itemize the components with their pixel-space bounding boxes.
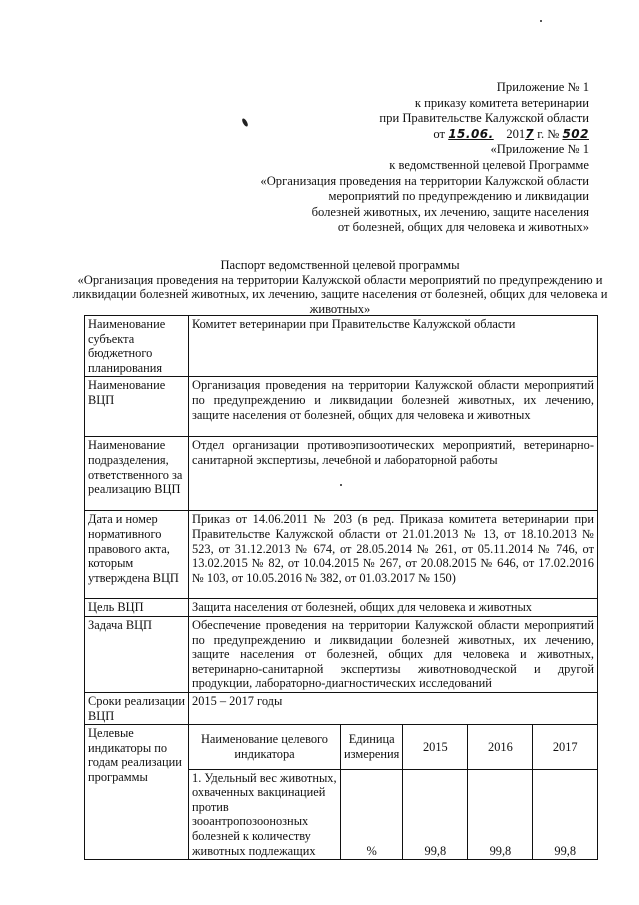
row-value: Приказ от 14.06.2011 № 203 (в ред. Приказа комитета ветеринарии при Правительстве Калужской области от 21.01.2013 № 13, от 18.10.2013 № 523, от 31.12.2013 № 674, от 28.05.2014 № 261, от 05.11.2014 № 746, от 13.02.2015 № 82, от 10.04.2015 № 267, от 20.08.2015 № 646, от 17.02.2016 № 103, от 10.05.2016 № 382, от 01.03.2017 № 150) — [189, 511, 598, 599]
indicator-unit: % — [341, 769, 403, 859]
table-row — [85, 616, 598, 692]
row-label: Наименование ВЦП — [85, 377, 189, 437]
header-line: болезней животных, их лечению, защите населения — [311, 204, 589, 219]
row-value: Комитет ветеринарии при Правительстве Калужской области — [189, 316, 598, 377]
row-value: Организация проведения на территории Калужской области мероприятий по предупреждению и ликвидации болезней животных, их лечению, защите населения от болезней, общих для человека и животных — [189, 377, 598, 437]
handwritten-date: 15.06. — [448, 126, 494, 141]
order-date-line — [260, 127, 589, 143]
indicators-table — [189, 725, 597, 859]
scan-speck — [540, 20, 542, 22]
row-value: Отдел организации противоэпизоотических мероприятий, ветеринарно-санитарной экспертизы, лечебной и лабораторной работы — [189, 437, 598, 511]
table-row — [85, 692, 598, 724]
header-year: 2017 — [533, 725, 597, 769]
indicator-name: 1. Удельный вес животных, охваченных вакцинацией против зооантропозоонозных болезней к количеству животных подлежащих — [189, 769, 341, 859]
handwritten-number: 502 — [562, 126, 589, 141]
indicators-header-row — [189, 725, 597, 769]
indicator-value: 99,8 — [468, 769, 533, 859]
scan-speck — [241, 118, 249, 128]
table-row — [85, 316, 598, 377]
passport-table — [84, 315, 598, 860]
header-line: мероприятий по предупреждению и ликвидации — [328, 189, 589, 204]
row-value: 2015 – 2017 годы — [189, 692, 598, 724]
passport-title — [70, 258, 610, 316]
header-line: «Организация проведения на территории Калужской области — [260, 173, 589, 188]
row-value: Обеспечение проведения на территории Калужской области мероприятий по предупреждению и ликвидации болезней животных, их лечению, защите населения от болезней, общих для человека и животных, ветеринарно-санитарной экспертизы животноводческой и другой продукции, лабораторно-диагностических исследований — [189, 616, 598, 692]
row-label: Дата и номер нормативного правового акта, которым утверждена ВЦП — [85, 511, 189, 599]
table-row — [85, 511, 598, 599]
table-row — [85, 377, 598, 437]
appendix-header — [260, 80, 589, 236]
title-line-1: Паспорт ведомственной целевой программы — [220, 258, 460, 272]
row-label: Наименование субъекта бюджетного планирования — [85, 316, 189, 377]
header-unit: Единица измерения — [341, 725, 403, 769]
year-prefix: 201 — [506, 126, 526, 141]
header-year: 2016 — [468, 725, 533, 769]
year-suffix: г. № — [537, 126, 560, 141]
row-value: Защита населения от болезней, общих для человека и животных — [189, 599, 598, 617]
row-label: Сроки реализации ВЦП — [85, 692, 189, 724]
table-row — [85, 599, 598, 617]
header-line: при Правительстве Калужской области — [379, 111, 589, 126]
header-indicator-name: Наименование целевого индикатора — [189, 725, 341, 769]
indicator-row — [189, 769, 597, 859]
header-line: к приказу комитета ветеринарии — [414, 95, 589, 110]
header-line: «Приложение № 1 — [490, 142, 589, 157]
indicators-cell — [189, 725, 598, 860]
scan-speck — [340, 484, 342, 486]
indicator-value: 99,8 — [403, 769, 468, 859]
indicator-value: 99,8 — [533, 769, 597, 859]
header-line: Приложение № 1 — [496, 80, 589, 94]
date-prefix: от — [433, 126, 446, 141]
header-line: от болезней, общих для человека и животных» — [337, 220, 589, 235]
table-row — [85, 437, 598, 511]
header-line: к ведомственной целевой Программе — [389, 157, 589, 172]
handwritten-year: 7 — [525, 126, 535, 141]
row-label: Цель ВЦП — [85, 599, 189, 617]
table-row — [85, 725, 598, 860]
row-label: Целевые индикаторы по годам реализации программы — [85, 725, 189, 860]
header-year: 2015 — [403, 725, 468, 769]
title-line-2: «Организация проведения на территории Калужской области мероприятий по предупреждению и ликвидации болезней животных, их лечению, защите населения от болезней, общих для человека и животных» — [72, 272, 608, 316]
row-label: Наименование подразделения, ответственного за реализацию ВЦП — [85, 437, 189, 511]
row-label: Задача ВЦП — [85, 616, 189, 692]
